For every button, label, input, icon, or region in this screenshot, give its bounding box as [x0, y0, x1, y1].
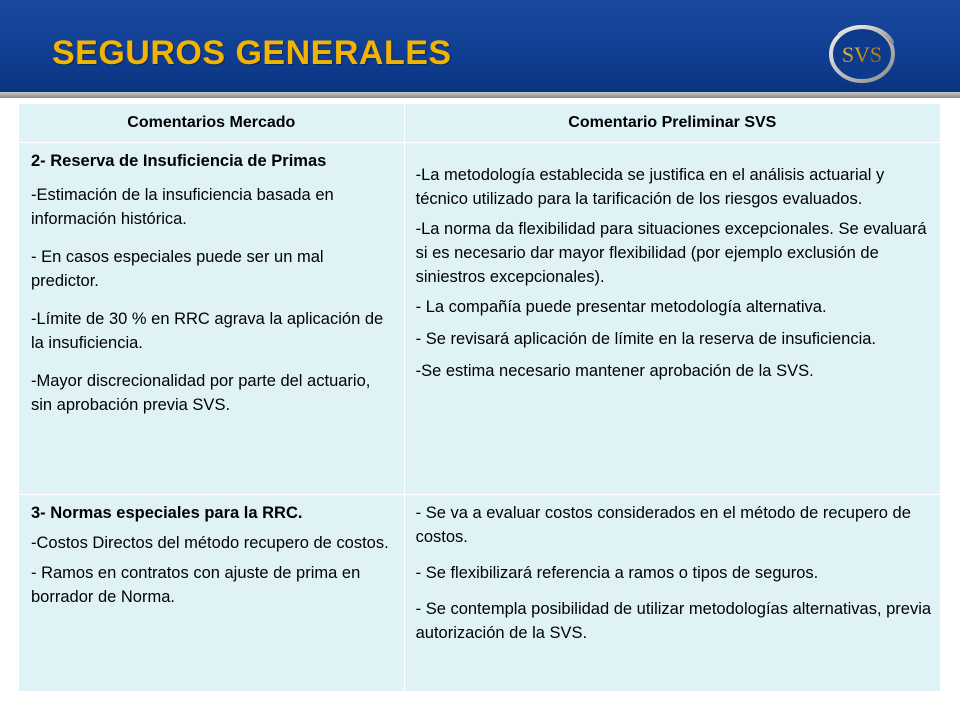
market-comments-cell: [19, 143, 405, 495]
list-item: - Se va a evaluar costos considerados en el método de recupero de costos.: [415, 504, 911, 546]
comments-table: [18, 103, 941, 692]
list-item: - Se flexibilizará referencia a ramos o tipos de seguros.: [415, 564, 819, 582]
list-item: - Se revisará aplicación de límite en la reserva de insuficiencia.: [415, 330, 876, 348]
list-item: - Ramos en contratos con ajuste de prima en borrador de Norma.: [31, 564, 361, 606]
svs-logo: [826, 20, 898, 84]
table-row: [19, 495, 941, 692]
page-title: SEGUROS GENERALES: [52, 34, 452, 72]
list-item: -Costos Directos del método recupero de costos.: [31, 534, 389, 552]
list-item: - Se contempla posibilidad de utilizar metodologías alternativas, previa autorización de la SVS.: [415, 600, 932, 642]
svs-comments-cell: [404, 143, 940, 495]
list-item: -Estimación de la insuficiencia basada en información histórica.: [31, 186, 334, 228]
market-comments-cell: [19, 495, 405, 692]
list-item: -Mayor discrecionalidad por parte del actuario, sin aprobación previa SVS.: [31, 372, 371, 414]
table-row: [19, 143, 941, 495]
column-header-svs: Comentario Preliminar SVS: [404, 104, 940, 143]
list-item: -La norma da flexibilidad para situaciones excepcionales. Se evaluará si es necesario dar mayor flexibilidad (por ejemplo exclusión de siniestros excepcionales).: [415, 220, 927, 286]
list-item: -Se estima necesario mantener aprobación de la SVS.: [415, 362, 814, 380]
section-heading: 2- Reserva de Insuficiencia de Primas: [31, 152, 327, 170]
column-header-mercado: Comentarios Mercado: [19, 104, 405, 143]
header-divider: [0, 92, 960, 98]
svs-comments-cell: [404, 495, 940, 692]
section-heading: 3- Normas especiales para la RRC.: [31, 504, 303, 522]
list-item: -Límite de 30 % en RRC agrava la aplicación de la insuficiencia.: [31, 310, 384, 352]
list-item: - La compañía puede presentar metodología alternativa.: [415, 298, 827, 316]
list-item: - En casos especiales puede ser un mal predictor.: [31, 248, 324, 290]
logo-text: SVS: [841, 42, 883, 67]
list-item: -La metodología establecida se justifica en el análisis actuarial y técnico utilizado para la tarificación de los riesgos evaluados.: [415, 166, 885, 208]
